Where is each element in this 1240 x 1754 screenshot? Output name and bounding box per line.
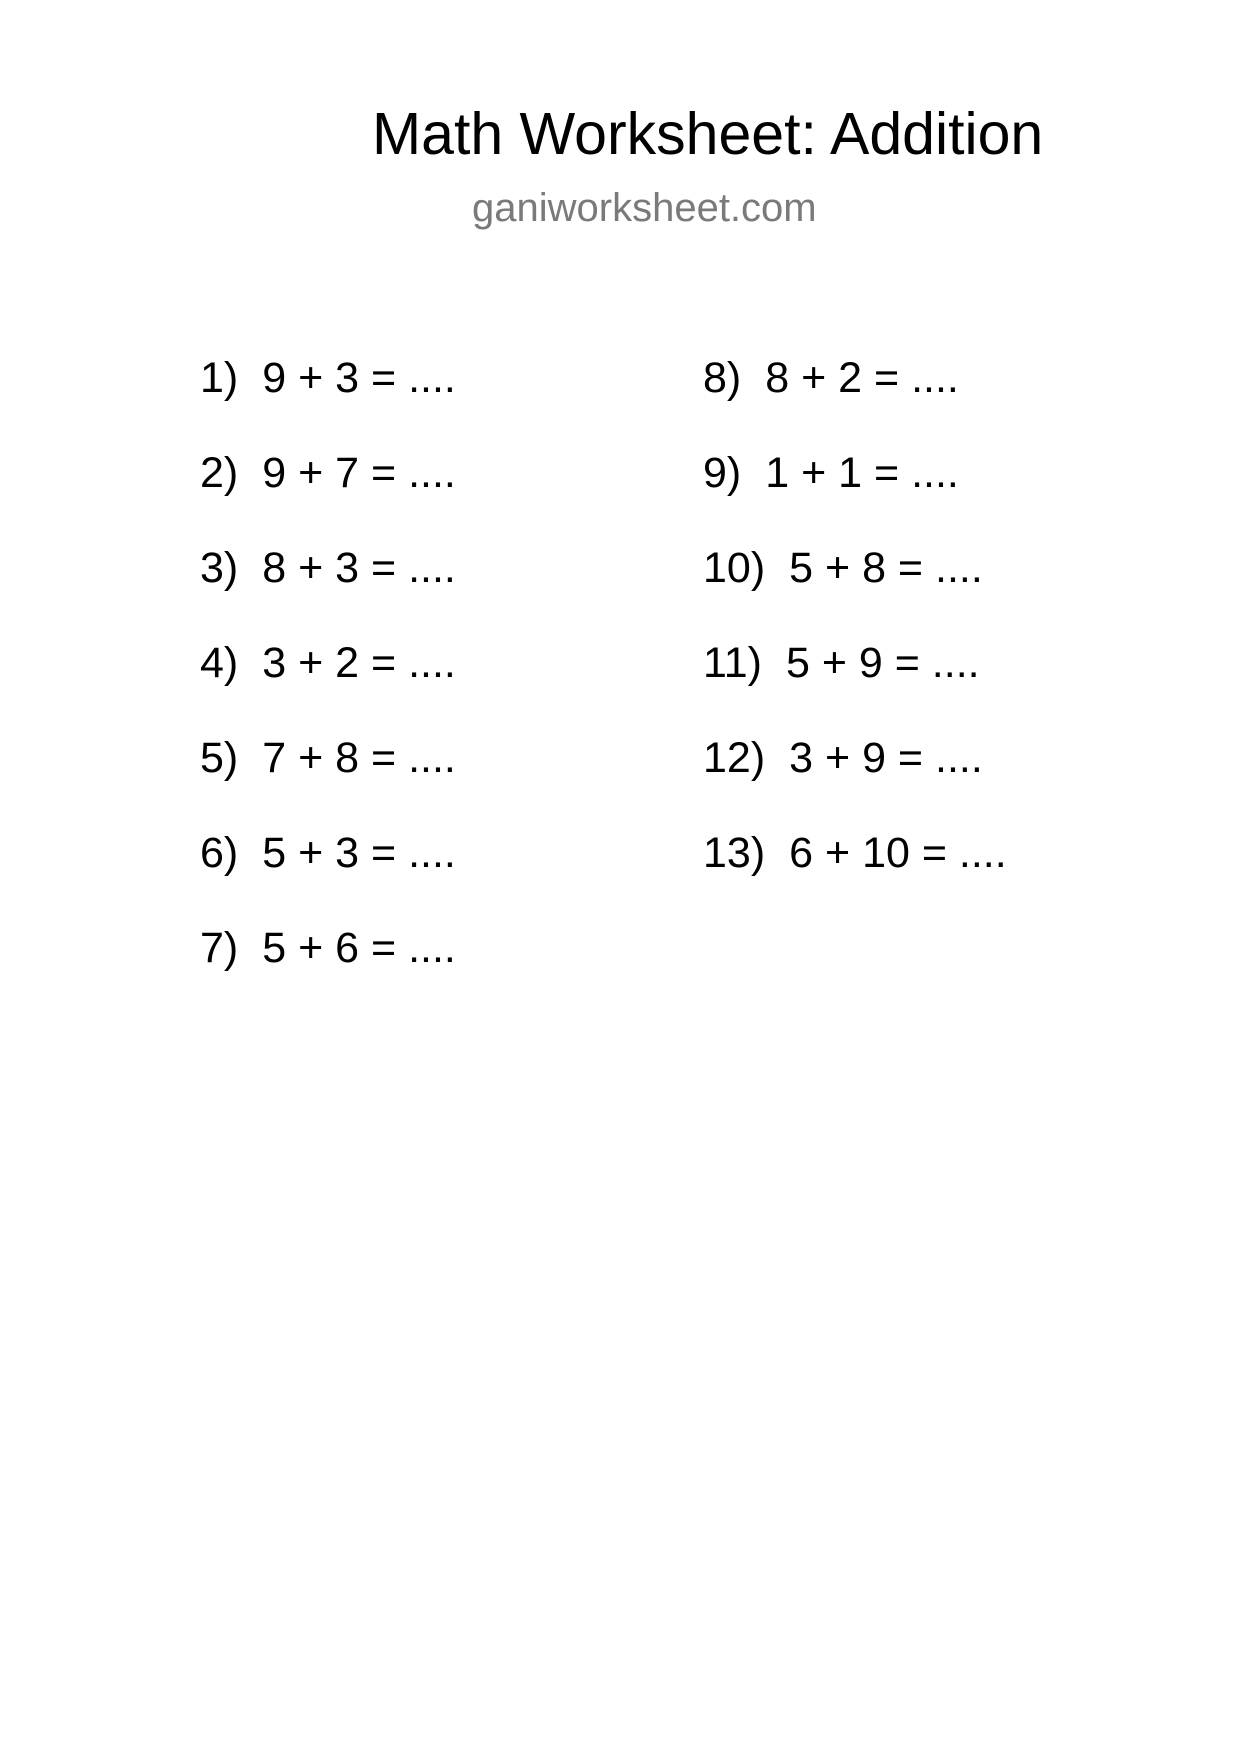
problem-expression: 5 + 9 = ....	[785, 639, 980, 687]
problem-number: 3)	[200, 544, 239, 592]
problem-expression: 7 + 8 = ....	[262, 734, 456, 782]
problem-number: 10)	[703, 544, 766, 592]
problem-expression: 3 + 9 = ....	[789, 734, 983, 782]
problem-item	[703, 445, 1007, 540]
problem-item	[200, 445, 456, 540]
problem-item	[200, 825, 456, 920]
problem-expression: 6 + 10 = ....	[789, 829, 1007, 877]
problem-number: 7)	[200, 924, 239, 972]
website-url: ganiworksheet.com	[472, 186, 817, 230]
problem-item	[703, 825, 1007, 920]
problem-expression: 5 + 3 = ....	[262, 829, 456, 877]
problem-number: 13)	[703, 829, 766, 877]
problem-expression: 8 + 3 = ....	[262, 544, 456, 592]
problem-item	[200, 920, 456, 1015]
problem-expression: 5 + 8 = ....	[789, 544, 983, 592]
problem-number: 8)	[703, 354, 742, 402]
problem-expression: 9 + 3 = ....	[262, 354, 456, 402]
problem-number: 1)	[200, 354, 239, 402]
problem-number: 11)	[703, 639, 762, 687]
problem-expression: 5 + 6 = ....	[262, 924, 456, 972]
problem-item	[200, 730, 456, 825]
problem-number: 4)	[200, 639, 239, 687]
problem-expression: 9 + 7 = ....	[262, 449, 456, 497]
page-title: Math Worksheet: Addition	[372, 101, 1044, 167]
problem-column-right	[703, 350, 1007, 920]
problem-number: 6)	[200, 829, 239, 877]
problem-item	[703, 540, 1007, 635]
problem-number: 5)	[200, 734, 239, 782]
problem-column-left	[200, 350, 456, 1015]
problem-item	[200, 540, 456, 635]
problem-expression: 8 + 2 = ....	[765, 354, 959, 402]
problem-number: 12)	[703, 734, 766, 782]
problem-number: 2)	[200, 449, 239, 497]
problem-item	[200, 350, 456, 445]
problem-number: 9)	[703, 449, 742, 497]
problem-expression: 3 + 2 = ....	[262, 639, 456, 687]
problem-item	[200, 635, 456, 730]
problem-expression: 1 + 1 = ....	[765, 449, 959, 497]
problem-item	[703, 730, 1007, 825]
problem-item	[703, 635, 1007, 730]
problem-item	[703, 350, 1007, 445]
